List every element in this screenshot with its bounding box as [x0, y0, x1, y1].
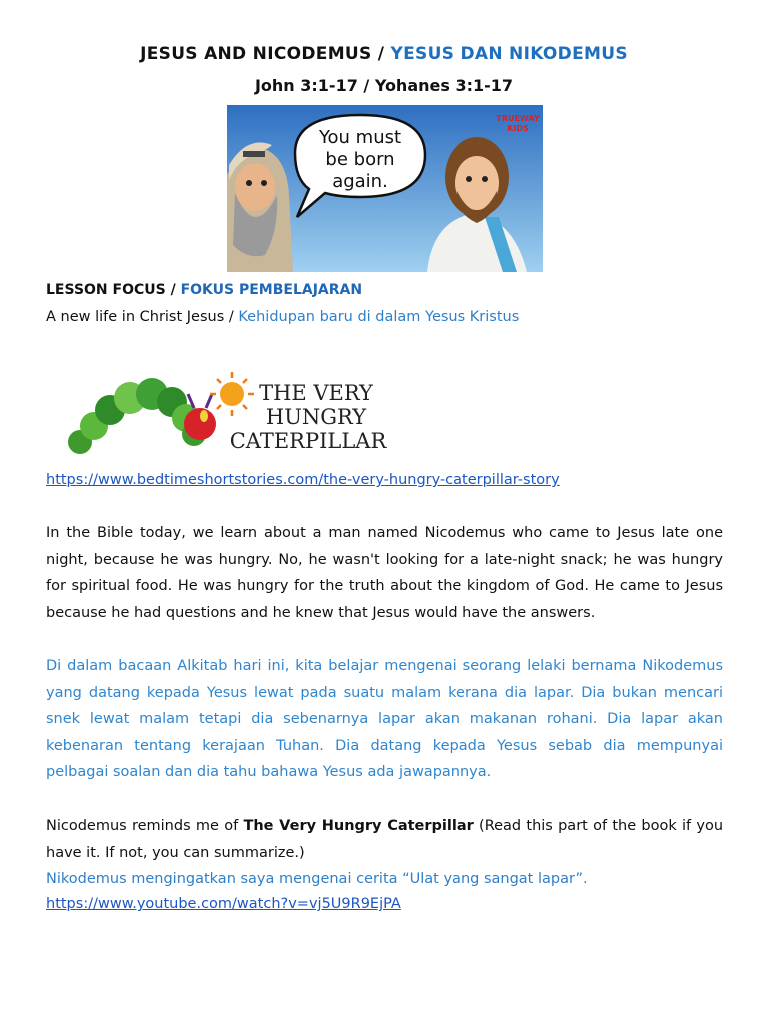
p2-start: Nicodemus reminds me of	[46, 818, 244, 834]
banner-line-2: HUNGRY	[265, 405, 367, 429]
banner-line-1: THE VERY	[259, 381, 373, 405]
lesson-focus-heading	[46, 282, 362, 298]
lesson-focus-text	[46, 309, 519, 325]
phylactery-band	[243, 151, 265, 157]
paragraph-english-1: In the Bible today, we learn about a man named Nicodemus who came to Jesus late one night, because he was hungry. No, he wasn't looking for a late-night snack; he was hungry for spiritual food. He was hungry for the truth about the kingdom of God. He came to Jesus because he had questions and he knew that Jesus would have the answers.	[46, 525, 723, 621]
lesson-focus-label-en: LESSON FOCUS /	[46, 282, 181, 298]
paragraph-indonesian-1: Di dalam bacaan Alkitab hari ini, kita belajar mengenai seorang lelaki bernama Nikodemus yang datang kepada Yesus lewat pada suatu malam kerana dia lapar. Dia bukan mencari snek lewat malam tetapi dia sebenarnya lapar akan makanan rohani. Dia lapar akan kebenaran tentang kerajaan Tuhan. Dia datang kepada Yesus sebab dia mempunyai pelbagai soalan dan dia tahu bahawa Yesus ada jawapannya.	[46, 658, 723, 780]
scripture-reference: John 3:1-17 / Yohanes 3:1-17	[254, 76, 514, 95]
paragraph-english-2	[46, 813, 723, 866]
speech-line-2: be born	[325, 149, 395, 170]
title-indonesian: YESUS DAN NIKODEMUS	[390, 44, 628, 64]
caterpillar-head	[184, 408, 216, 440]
p2-end: (Read this part of the book if you have it. If not, you can summarize.)	[46, 818, 724, 861]
speech-line-1: You must	[318, 127, 402, 148]
illustration-svg	[227, 105, 543, 272]
sun-icon	[220, 382, 244, 406]
nicodemus-face	[235, 163, 275, 211]
jesus-eye-2	[482, 176, 488, 182]
page-title	[0, 44, 768, 64]
caterpillar-antenna-2	[206, 394, 212, 408]
nicodemus-eye-2	[261, 180, 267, 186]
lesson-focus-text-id: Kehidupan baru di dalam Yesus Kristus	[238, 309, 520, 325]
logo-line-2: KIDS	[507, 124, 529, 133]
book-title: The Very Hungry Caterpillar	[243, 818, 474, 834]
youtube-link[interactable]: https://www.youtube.com/watch?v=vj5U9R9EjPA	[46, 896, 401, 912]
hungry-caterpillar-banner	[60, 364, 420, 464]
story-link[interactable]: https://www.bedtimeshortstories.com/the-very-hungry-caterpillar-story	[46, 472, 560, 488]
lesson-focus-text-en: A new life in Christ Jesus /	[46, 309, 239, 325]
title-english: JESUS AND NICODEMUS /	[140, 44, 391, 64]
paragraph-indonesian-2: Nikodemus mengingatkan saya mengenai cerita “Ulat yang sangat lapar”.	[46, 871, 588, 887]
jesus-eye	[466, 176, 472, 182]
jesus-nicodemus-illustration	[227, 105, 543, 272]
banner-line-3: CATERPILLAR	[229, 429, 387, 453]
speech-line-3: again.	[332, 171, 388, 192]
caterpillar-banner-svg	[60, 364, 420, 464]
logo-line-1: TRUEWAY	[496, 114, 540, 123]
lesson-focus-label-id: FOKUS PEMBELAJARAN	[180, 282, 363, 298]
caterpillar-eye	[200, 410, 208, 422]
nicodemus-eye	[246, 180, 252, 186]
